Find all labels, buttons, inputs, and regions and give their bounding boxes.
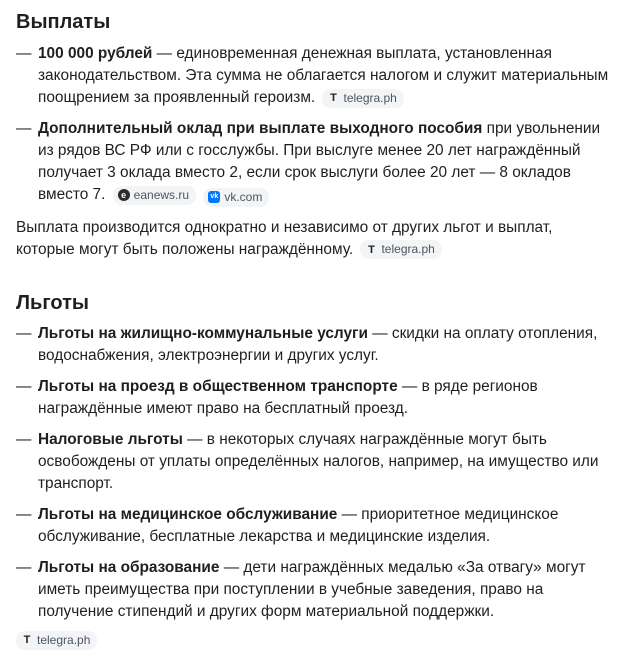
source-label: telegra.ph — [37, 632, 91, 647]
source-chip-vk[interactable] — [203, 188, 269, 207]
list-item — [16, 429, 614, 495]
list-item — [16, 376, 614, 420]
list-item — [16, 43, 614, 109]
telegraph-icon: T — [330, 92, 337, 104]
item-bold: Льготы на жилищно-коммунальные услуги — [38, 324, 368, 342]
source-chip-telegra[interactable] — [360, 240, 441, 259]
source-label: telegra.ph — [343, 90, 397, 105]
item-text: — скидки на оплату отопления, водоснабжения, электроэнергии и других услуг. — [38, 324, 598, 364]
vk-icon: vk — [208, 191, 220, 203]
item-text: при увольнении из рядов ВС РФ или с госслужбы. При выслуге менее 20 лет награждённый получает 3 оклада вместо 2, если срок выслуги более 20 лет — 8 окладов вместо 7. — [38, 120, 601, 203]
item-bold: 100 000 рублей — [38, 45, 153, 62]
item-bold: Льготы на образование — [38, 558, 220, 576]
item-text: — дети награждённых медалью «За отвагу» могут иметь преимущества при поступлении в учебные заведения, право на получение стипендий и других форм материальной поддержки. — [38, 558, 586, 620]
note-text: Выплата производится однократно и независимо от других льгот и выплат, которые могут быть положены награждённому. — [16, 218, 553, 258]
item-text: — в некоторых случаях награждённые могут быть освобождены от уплаты определённых налогов, например, на имущество или транспорт. — [38, 430, 599, 492]
benefits-heading: Льготы — [16, 291, 89, 314]
item-bold: Льготы на проезд в общественном транспорте — [38, 377, 398, 395]
item-bold: Налоговые льготы — [38, 430, 183, 448]
source-chip-telegra[interactable] — [322, 89, 403, 108]
benefits-list — [16, 323, 614, 623]
source-label: vk.com — [224, 189, 263, 204]
list-item — [16, 118, 614, 207]
item-bold: Льготы на медицинское обслуживание — [38, 505, 338, 523]
payments-note — [16, 217, 614, 261]
eanews-icon: e — [118, 189, 130, 201]
source-chip-telegra[interactable] — [16, 631, 97, 650]
benefits-source — [16, 631, 614, 650]
item-text: — приоритетное медицинское обслуживание, бесплатные лекарства и медицинские изделия. — [38, 505, 559, 545]
list-item — [16, 557, 614, 623]
telegraph-icon: T — [368, 243, 375, 256]
source-label: telegra.ph — [381, 242, 435, 256]
item-text: — в ряде регионов награждённые имеют право на бесплатный проезд. — [38, 377, 538, 417]
payments-heading: Выплаты — [16, 11, 111, 33]
list-item — [16, 323, 614, 367]
item-text: — единовременная денежная выплата, установленная законодательством. Эта сумма не облагается налогом и служит материальным поощрением за проявленный героизм. — [38, 45, 609, 106]
item-bold: Дополнительный оклад при выплате выходного пособия — [38, 120, 483, 137]
payments-list — [16, 43, 614, 207]
list-item — [16, 504, 614, 548]
source-chip-eanews[interactable] — [113, 186, 196, 205]
telegraph-icon: T — [23, 634, 31, 646]
source-label: eanews.ru — [133, 187, 190, 202]
